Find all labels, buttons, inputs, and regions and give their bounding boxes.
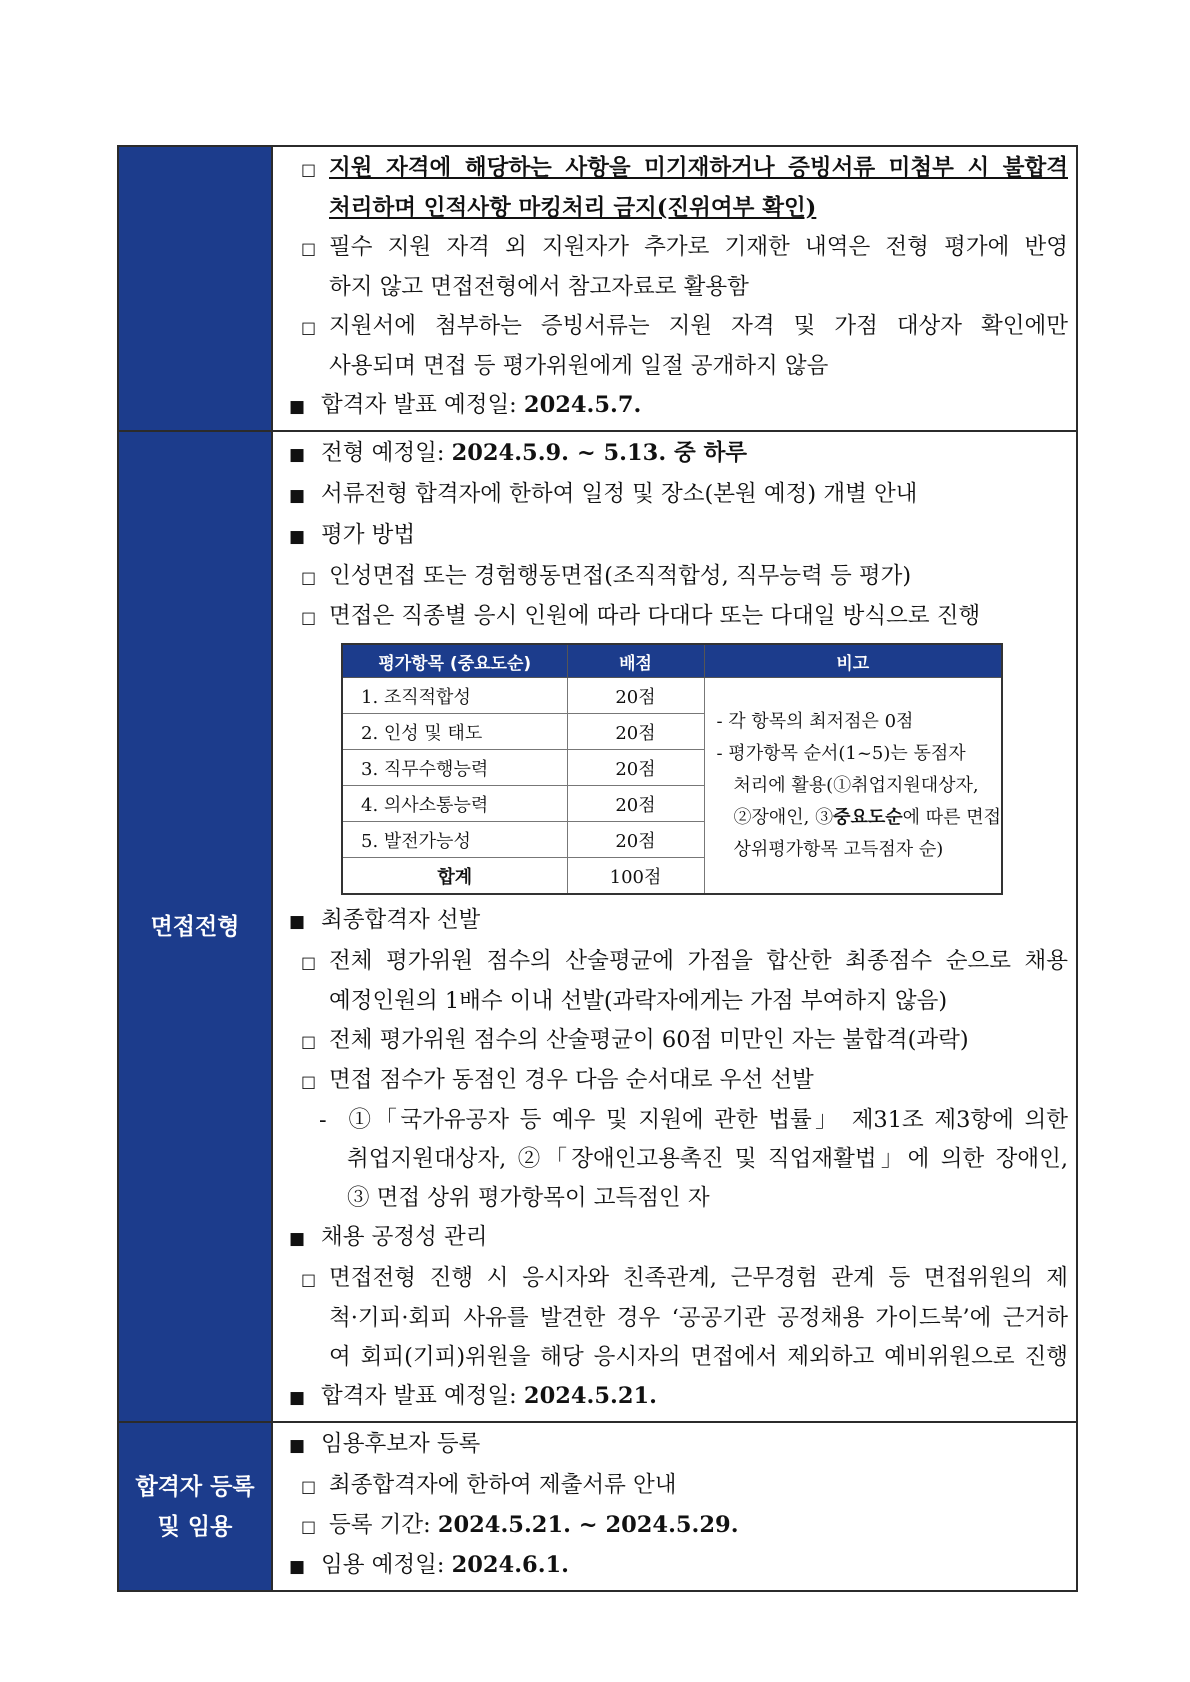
content-line: □ 전체 평가위원 점수의 산술평균에 가점을 합산한 최종점수 순으로 채용 bbox=[285, 942, 1068, 982]
eval-score: 20점 bbox=[567, 750, 704, 786]
interview-date: 2024.5.9. ~ 5.13. 중 하루 bbox=[451, 440, 748, 466]
recruitment-schedule-table bbox=[117, 145, 1078, 1592]
filled-square-bullet-icon: ■ bbox=[289, 1436, 306, 1456]
content-line: ■ 합격자 발표 예정일: 2024.5.7. bbox=[285, 386, 1068, 427]
content-line: □ 면접전형 진행 시 응시자와 친족관계, 근무경험 관계 등 면접위원의 제 bbox=[285, 1259, 1068, 1299]
filled-square-bullet-icon: ■ bbox=[289, 1388, 306, 1408]
evaluation-table bbox=[341, 643, 1003, 895]
eval-item: 2. 인성 및 태도 bbox=[342, 714, 567, 750]
eval-item: 1. 조직적합성 bbox=[342, 678, 567, 714]
section-label: 면접전형 bbox=[118, 431, 272, 1422]
square-bullet-icon: □ bbox=[301, 1072, 317, 1091]
section-registration bbox=[118, 1422, 1077, 1591]
filled-square-bullet-icon: ■ bbox=[289, 1229, 306, 1249]
section-interview bbox=[118, 431, 1077, 1422]
dash-bullet: - bbox=[319, 1107, 327, 1133]
content-line: □ 인성면접 또는 경험행동면접(조직적합성, 직무능력 등 평가) bbox=[285, 557, 1068, 597]
content-line: 처리하며 인적사항 마킹처리 금지(진위여부 확인) bbox=[329, 195, 817, 221]
square-bullet-icon: □ bbox=[301, 1270, 317, 1289]
square-bullet-icon: □ bbox=[301, 608, 317, 627]
header-score: 배점 bbox=[567, 644, 704, 678]
header-item: 평가항목 (중요도순) bbox=[342, 644, 567, 678]
section-document-screening bbox=[118, 146, 1077, 431]
evaluation-table-header bbox=[342, 644, 1002, 678]
eval-item: 3. 직무수행능력 bbox=[342, 750, 567, 786]
content-line: □ 등록 기간: 2024.5.21. ~ 2024.5.29. bbox=[285, 1506, 1068, 1546]
filled-square-bullet-icon: ■ bbox=[289, 445, 306, 465]
appointment-date: 2024.6.1. bbox=[451, 1552, 570, 1578]
eval-score: 20점 bbox=[567, 714, 704, 750]
content-line: □ 최종합격자에 한하여 제출서류 안내 bbox=[285, 1466, 1068, 1506]
content-line: □ 지원 자격에 해당하는 사항을 미기재하거나 증빙서류 미첨부 시 불합격 bbox=[285, 149, 1068, 189]
final-announcement-date: 2024.5.21. bbox=[523, 1383, 658, 1409]
header-note: 비고 bbox=[704, 644, 1002, 678]
content-line: ■ 평가 방법 bbox=[285, 516, 1068, 557]
eval-item: 4. 의사소통능력 bbox=[342, 786, 567, 822]
content-line: ■ 임용 예정일: 2024.6.1. bbox=[285, 1546, 1068, 1587]
content-line: ■ 서류전형 합격자에 한하여 일정 및 장소(본원 예정) 개별 안내 bbox=[285, 475, 1068, 516]
content-line: □ 면접은 직종별 응시 인원에 따라 다대다 또는 다대일 방식으로 진행 bbox=[285, 597, 1068, 637]
filled-square-bullet-icon: ■ bbox=[289, 397, 306, 417]
eval-note: - 각 항목의 최저점은 0점 - 평가항목 순서(1~5)는 동점자 처리에 활용(①취업지원대상자, ②장애인, ③중요도순에 따른 면접 상위평가항목 고득점자 순) bbox=[704, 678, 1002, 895]
content-line: ■ 전형 예정일: 2024.5.9. ~ 5.13. 중 하루 bbox=[285, 434, 1068, 475]
square-bullet-icon: □ bbox=[301, 1477, 317, 1496]
filled-square-bullet-icon: ■ bbox=[289, 912, 306, 932]
content-line: 취업지원대상자, ②「장애인고용촉진 및 직업재활법」에 의한 장애인, bbox=[347, 1146, 1068, 1172]
section-content bbox=[272, 1422, 1077, 1591]
section-label bbox=[118, 146, 272, 431]
square-bullet-icon: □ bbox=[301, 239, 317, 258]
content-line: □ 필수 지원 자격 외 지원자가 추가로 기재한 내역은 전형 평가에 반영 bbox=[285, 228, 1068, 268]
square-bullet-icon: □ bbox=[301, 160, 317, 179]
content-line: ■ 채용 공정성 관리 bbox=[285, 1218, 1068, 1259]
square-bullet-icon: □ bbox=[301, 953, 317, 972]
eval-score: 20점 bbox=[567, 822, 704, 858]
total-score: 100점 bbox=[567, 858, 704, 895]
content-line: 하지 않고 면접전형에서 참고자료로 활용함 bbox=[329, 274, 749, 300]
content-line: □ 지원서에 첨부하는 증빙서류는 지원 자격 및 가점 대상자 확인에만 bbox=[285, 307, 1068, 347]
content-line: 예정인원의 1배수 이내 선발(과락자에게는 가점 부여하지 않음) bbox=[329, 988, 948, 1014]
filled-square-bullet-icon: ■ bbox=[289, 486, 306, 506]
registration-period: 2024.5.21. ~ 2024.5.29. bbox=[437, 1512, 739, 1538]
announcement-date: 2024.5.7. bbox=[523, 392, 642, 418]
content-line: □ 전체 평가위원 점수의 산술평균이 60점 미만인 자는 불합격(과락) bbox=[285, 1021, 1068, 1061]
section-label: 합격자 등록 및 임용 bbox=[118, 1422, 272, 1591]
content-line: - ①「국가유공자 등 예우 및 지원에 관한 법률」 제31조 제3항에 의한 bbox=[285, 1101, 1068, 1140]
square-bullet-icon: □ bbox=[301, 1517, 317, 1536]
content-line: ③ 면접 상위 평가항목이 고득점인 자 bbox=[347, 1185, 710, 1211]
content-line: ■ 임용후보자 등록 bbox=[285, 1425, 1068, 1466]
eval-item: 5. 발전가능성 bbox=[342, 822, 567, 858]
table-row bbox=[342, 678, 1002, 714]
evaluation-table-wrapper bbox=[285, 637, 1068, 901]
eval-score: 20점 bbox=[567, 786, 704, 822]
content-line: 척·기피·회피 사유를 발견한 경우 ‘공공기관 공정채용 가이드북’에 근거하 bbox=[329, 1305, 1068, 1331]
content-line: 사용되며 면접 등 평가위원에게 일절 공개하지 않음 bbox=[329, 353, 829, 379]
section-content bbox=[272, 146, 1077, 431]
square-bullet-icon: □ bbox=[301, 318, 317, 337]
filled-square-bullet-icon: ■ bbox=[289, 527, 306, 547]
content-line: 여 회피(기피)위원을 해당 응시자의 면접에서 제외하고 예비위원으로 진행 bbox=[329, 1344, 1068, 1370]
eval-score: 20점 bbox=[567, 678, 704, 714]
filled-square-bullet-icon: ■ bbox=[289, 1557, 306, 1577]
content-line: ■ 합격자 발표 예정일: 2024.5.21. bbox=[285, 1377, 1068, 1418]
content-line: □ 면접 점수가 동점인 경우 다음 순서대로 우선 선발 bbox=[285, 1061, 1068, 1101]
section-content bbox=[272, 431, 1077, 1422]
square-bullet-icon: □ bbox=[301, 1032, 317, 1051]
square-bullet-icon: □ bbox=[301, 568, 317, 587]
total-label: 합계 bbox=[342, 858, 567, 895]
content-line: ■ 최종합격자 선발 bbox=[285, 901, 1068, 942]
